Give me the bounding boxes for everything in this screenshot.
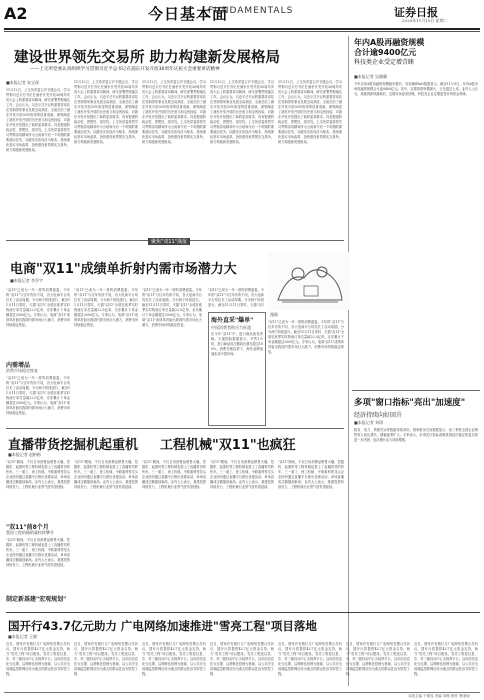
side-box-title: 海外直采"爆单" [211,317,254,324]
story-tax-body: 税务、电力、铁路货运等数据持续向好。国家税务总局数据显示，前三季度全国企业销售收入同比增长，增幅逐季扩大。专家表示，多项先行指标表明我国经济稳定恢复态势进一步巩固，经济增长动力持续增强。 [354,428,478,442]
lead-body-col3: 11月12日，上交所党委召开专题会议，学习贯彻习近平总书记在浦东开发开放30周年庆祝大会上的重要讲话精神，研究部署贯彻落实工作。会议认为，习近平总书记的重要讲话站在党和国家事业发展全局高度，全面总结了浦东开发开放30年取得的显著成就，深刻阐述了浦东开发开放的历史意义和宝贵经验，对浦东开发开放提出了新的更高要求，具有很强的政治性、思想性、指导性。上交所党委将把学习贯彻讲话精神作为当前和今后一个时期的重要政治任务，以服务实体经济为根本，持续深化资本市场改革，加快建设世界领先交易所，助力构建新发展格局。 [142,80,206,144]
side-box-body: 在今年"双11"中，进口商品备受青睐。天猫国际数据显示，开售1小时，进口商品成交额同比增长超过100%。消费升级趋势下，海外品牌加速布局中国市场。 [211,332,263,356]
story-tax-headline: 多项"窗口指标"亮出"加速度" [354,398,466,408]
story-cross-border-side-title: 内需增品 [6,362,31,369]
bottom-col6: 近日，国家开发银行与广电网络签署合作协议，国开行将提供43.7亿元资金支持，助力"雪亮工程"项目建设。雪亮工程是以县、乡、村三级综治中心为指挥平台，以综治信息化为支撑，以网格化管理为基础，以公共安全视频监控联网应用为重点的群众性治安防控工程。 [346,642,410,676]
story-cross-border-col5: "双11"已成为一年一度的消费盛宴。今年的"双11"与往年有所不同，各大电商平台均拉长了活动周期，分为两个阶段进行。截至11月11日零时，天猫"双11"全球狂欢季实时物流订单总量破22.5亿单，京东累计下单金额超过2000亿元。专家认为，电商"双11"成绩单折射出我国内需市场巨大潜力，消费市场持续稳定恢复。 [268,320,344,354]
bottom-col1: 近日，国家开发银行与广电网络签署合作协议，国开行将提供43.7亿元资金支持，助力"雪亮工程"项目建设。雪亮工程是以县、乡、村三级综治中心为指挥平台，以综治信息化为支撑，以网格化管理为基础，以公共安全视频监控联网应用为重点的群众性治安防控工程。 [6,642,70,676]
bottom-col7: 近日，国家开发银行与广电网络签署合作协议，国开行将提供43.7亿元资金支持，助力"雪亮工程"项目建设。雪亮工程是以县、乡、村三级综治中心为指挥平台，以综治信息化为支撑，以网格化管理为基础，以公共安全视频监控联网应用为重点的群众性治安防控工程。 [414,642,478,676]
bottom-col4: 近日，国家开发银行与广电网络签署合作协议，国开行将提供43.7亿元资金支持，助力"雪亮工程"项目建设。雪亮工程是以县、乡、村三级综治中心为指挥平台，以综治信息化为支撑，以网格化管理为基础，以公共安全视频监控联网应用为重点的群众性治安防控工程。 [210,642,274,676]
right-top-title-line-2: 合计逾9400亿元 [354,48,417,57]
newspaper-name: 证券日报 [394,6,438,19]
page-number: A2 [4,4,28,23]
bottom-byline: ■本报记者 王晓 [8,634,38,639]
story-live-col1b: "双11"期间，不仅日用消费品销售火爆，挖掘机、起重机等工程机械也搭上了直播带货的快车。三一重工、徐工机械、中联重科等龙头企业纷纷通过直播平台推出优惠活动，单场直播成交额屡创新高。业内人士表示，基建投资持续发力，工程机械行业景气度有望延续。 [6,538,70,567]
story-live-side-title: "双11"前8个月 [6,524,49,531]
right-top-byline: ■本报记者 吴晓璐 [354,74,388,79]
bottom-headline: 国开行43.7亿元助力 广电网络加速推进"雪亮工程"项目落地 [8,619,317,633]
story-tax-subheadline: 经济持续向好回升 [354,412,403,419]
story-tax-byline: ■本报记者 刘琪 [354,420,384,425]
story-cross-border-col4: "双11"已成为一年一度的消费盛宴。今年的"双11"与往年有所不同，各大电商平台均拉长了活动周期，分为两个阶段进行。截至11月11日零时，天猫"双1 [208,288,264,307]
lead-body-col5: 11月12日，上交所党委召开专题会议，学习贯彻习近平总书记在浦东开发开放30周年庆祝大会上的重要讲话精神，研究部署贯彻落实工作。会议认为，习近平总书记的重要讲话站在党和国家事业发展全局高度，全面总结了浦东开发开放30年取得的显著成就，深刻阐述了浦东开发开放的历史意义和宝贵经验，对浦东开发开放提出了新的更高要求，具有很强的政治性、思想性、指导性。上交所党委将把学习贯彻讲话精神作为当前和今后一个时期的重要政治任务，以服务实体经济为根本，持续深化资本市场改革，加快建设世界领先交易所，助力构建新发展格局。 [278,80,342,144]
section-rule-2 [6,428,344,429]
bottom-col3: 近日，国家开发银行与广电网络签署合作协议，国开行将提供43.7亿元资金支持，助力"雪亮工程"项目建设。雪亮工程是以县、乡、村三级综治中心为指挥平台，以综治信息化为支撑，以网格化管理为基础，以公共安全视频监控联网应用为重点的群众性治安防控工程。 [142,642,206,676]
lead-headline: 建设世界领先交易所 助力构建新发展格局 [14,50,281,66]
story-live-col5: "双11"期间，不仅日用消费品销售火爆，挖掘机、起重机等工程机械也搭上了直播带货的快车。三一重工、徐工机械、中联重科等龙头企业纷纷通过直播平台推出优惠活动，单场直播成交额屡创新高。业内人士表示，基建投资持续发力，工程机械行业景气度有望延续。 [278,460,344,489]
story-live-headline-b: 工程机械"双11"也疯狂 [160,438,296,453]
story-cross-border-col1: "双11"已成为一年一度的消费盛宴。今年的"双11"与往年有所不同，各大电商平台均拉长了活动周期，分为两个阶段进行。截至11月11日零时，天猫"双11"全球狂欢季实时物流订单总量破22.5亿单，京东累计下单金额超过2000亿元。专家认为，电商"双11"成绩单折射出我国内需市场巨大潜力，消费市场持续稳定恢复。 [6,288,70,327]
bottom-rule [6,612,480,613]
column-divider [348,36,349,686]
story-live-col4: "双11"期间，不仅日用消费品销售火爆，挖掘机、起重机等工程机械也搭上了直播带货的快车。三一重工、徐工机械、中联重科等龙头企业纷纷通过直播平台推出优惠活动，单场直播成交额屡创新高。业内人士表示，基建投资持续发力，工程机械行业景气度有望延续。 [210,460,274,489]
double11-tag: 聚焦"双11"战报 [148,238,190,245]
bottom-col2: 近日，国家开发银行与广电网络签署合作协议，国开行将提供43.7亿元资金支持，助力"雪亮工程"项目建设。雪亮工程是以县、乡、村三级综治中心为指挥平台，以综治信息化为支撑，以网格化管理为基础，以公共安全视频监控联网应用为重点的群众性治安防控工程。 [74,642,138,676]
lead-body-col4: 11月12日，上交所党委召开专题会议，学习贯彻习近平总书记在浦东开发开放30周年庆祝大会上的重要讲话精神，研究部署贯彻落实工作。会议认为，习近平总书记的重要讲话站在党和国家事业发展全局高度，全面总结了浦东开发开放30年取得的显著成就，深刻阐述了浦东开发开放的历史意义和宝贵经验，对浦东开发开放提出了新的更高要求，具有很强的政治性、思想性、指导性。上交所党委将把学习贯彻讲话精神作为当前和今后一个时期的重要政治任务，以服务实体经济为根本，持续深化资本市场改革，加快建设世界领先交易所，助力构建新发展格局。 [210,80,274,144]
lead-body-col1: 11月12日，上交所党委召开专题会议，学习贯彻习近平总书记在浦东开发开放30周年庆祝大会上的重要讲话精神，研究部署贯彻落实工作。会议认为，习近平总书记的重要讲话站在党和国家事业发展全局高度，全面总结了浦东开发开放30年取得的显著成就，深刻阐述了浦东开发开放的历史意义和宝贵经验，对浦东开发开放提出了新的更高要求，具有很强的政治性、思想性、指导性。上交所党委将把学习贯彻讲话精神作为当前和今后一个时期的重要政治任务，以服务实体经济为根本，持续深化资本市场改革，加快建设世界领先交易所，助力构建新发展格局。 [6,88,70,152]
cartoon-caption: 漫画 [270,312,278,317]
cartoon-drawing-icon [268,252,350,310]
bottom-col5: 近日，国家开发银行与广电网络签署合作协议，国开行将提供43.7亿元资金支持，助力"雪亮工程"项目建设。雪亮工程是以县、乡、村三级综治中心为指挥平台，以综治信息化为支撑，以网格化管理为基础，以公共安全视频监控联网应用为重点的群众性治安防控工程。 [278,642,342,676]
story-live-lower-title: 制定新基建"宏观规划" [6,596,67,603]
right-top-body: 今年以来A股再融资规模稳步增长。同花顺iFinD数据显示，截至11月9日，年内A股市场再融资规模合计逾9400亿元。其中，定增募资规模最大，占比超过七成。业内人士认为，再融资新规落地后，定增市场迎来回暖，科技类企业定增更受市场资金青睐。 [354,82,478,96]
footer-credits: 本版主编 于德良 责编 刘萌 制作 曹秉琛 [408,694,470,698]
footer-rule [4,692,480,693]
right-top-title-line-3: 科技类企业受定增青睐 [354,59,415,66]
masthead-rule [4,28,480,30]
side-box-subtitle: 中国消费者购买力旺盛 [211,325,251,330]
story-cross-border-side-sub: 消费市场稳定恢复 [6,368,38,373]
lead-body-col2: 11月12日，上交所党委召开专题会议，学习贯彻习近平总书记在浦东开发开放30周年庆祝大会上的重要讲话精神，研究部署贯彻落实工作。会议认为，习近平总书记的重要讲话站在党和国家事业发展全局高度，全面总结了浦东开发开放30年取得的显著成就，深刻阐述了浦东开发开放的历史意义和宝贵经验，对浦东开发开放提出了新的更高要求，具有很强的政治性、思想性、指导性。上交所党委将把学习贯彻讲话精神作为当前和今后一个时期的重要政治任务，以服务实体经济为根本，持续深化资本市场改革，加快建设世界领先交易所，助力构建新发展格局。 [74,80,138,144]
story-cross-border-headline: 电商"双11"成绩单折射内需市场潜力大 [10,262,237,277]
story-cross-border-col2: "双11"已成为一年一度的消费盛宴。今年的"双11"与往年有所不同，各大电商平台均拉长了活动周期，分为两个阶段进行。截至11月11日零时，天猫"双11"全球狂欢季实时物流订单总量破22.5亿单，京东累计下单金额超过2000亿元。专家认为，电商"双11"成绩单折射出我国内需市场巨大潜力，消费市场持续稳定恢复。 [74,288,138,327]
story-live-col1: "双11"期间，不仅日用消费品销售火爆，挖掘机、起重机等工程机械也搭上了直播带货的快车。三一重工、徐工机械、中联重科等龙头企业纷纷通过直播平台推出优惠活动，单场直播成交额屡创新高。业内人士表示，基建投资持续发力，工程机械行业景气度有望延续。 [6,460,70,489]
masthead-rule-thin [4,31,480,32]
story-live-col3: "双11"期间，不仅日用消费品销售火爆，挖掘机、起重机等工程机械也搭上了直播带货的快车。三一重工、徐工机械、中联重科等龙头企业纷纷通过直播平台推出优惠活动，单场直播成交额屡创新高。业内人士表示，基建投资持续发力，工程机械行业景气度有望延续。 [142,460,206,489]
story-live-side-sub: 我国工程机械销量持续攀升 [6,530,54,535]
cartoon-illustration [268,252,350,310]
right-top-title-line-1: 年内A股再融资规模 [354,38,425,47]
story-live-headline-a: 直播带货挖掘机起重机 [8,438,139,453]
story-cross-border-col1b: "双11"已成为一年一度的消费盛宴。今年的"双11"与往年有所不同，各大电商平台均拉长了活动周期，分为两个阶段进行。截至11月11日零时，天猫"双11"全球狂欢季实时物流订单总量破22.5亿单，京东累计下单金额超过2000亿元。专家认为，电商"双11"成绩单折射出我国内需市场巨大潜力，消费市场持续稳定恢复。 [6,376,70,415]
right-top-title [354,38,478,68]
right-rule [352,390,480,391]
side-box [208,312,266,426]
section-title: 今日基本面 [148,5,229,23]
story-cross-border-byline: ■本报记者 李乔宇 [10,278,44,283]
lead-subheadline: ——上交所党委认真组织学习贯彻习近平总书记在浦东开发开放30周年庆祝大会重要讲话精神 [30,67,220,72]
lead-byline: ■本报记者 朱宝琛 [6,80,40,85]
section-title-en: FUNDAMENTALS [208,6,294,16]
date-line: 2020年11月10日 星期二 [402,18,448,23]
story-cross-border-col3: "双11"已成为一年一度的消费盛宴。今年的"双11"与往年有所不同，各大电商平台均拉长了活动周期，分为两个阶段进行。截至11月11日零时，天猫"双11"全球狂欢季实时物流订单总量破22.5亿单，京东累计下单金额超过2000亿元。专家认为，电商"双11"成绩单折射出我国内需市场巨大潜力，消费市场持续稳定恢复。 [142,288,202,327]
story-live-byline: ■本报记者 赵彬彬 [8,452,42,457]
story-live-col2: "双11"期间，不仅日用消费品销售火爆，挖掘机、起重机等工程机械也搭上了直播带货的快车。三一重工、徐工机械、中联重科等龙头企业纷纷通过直播平台推出优惠活动，单场直播成交额屡创新高。业内人士表示，基建投资持续发力，工程机械行业景气度有望延续。 [74,460,138,489]
